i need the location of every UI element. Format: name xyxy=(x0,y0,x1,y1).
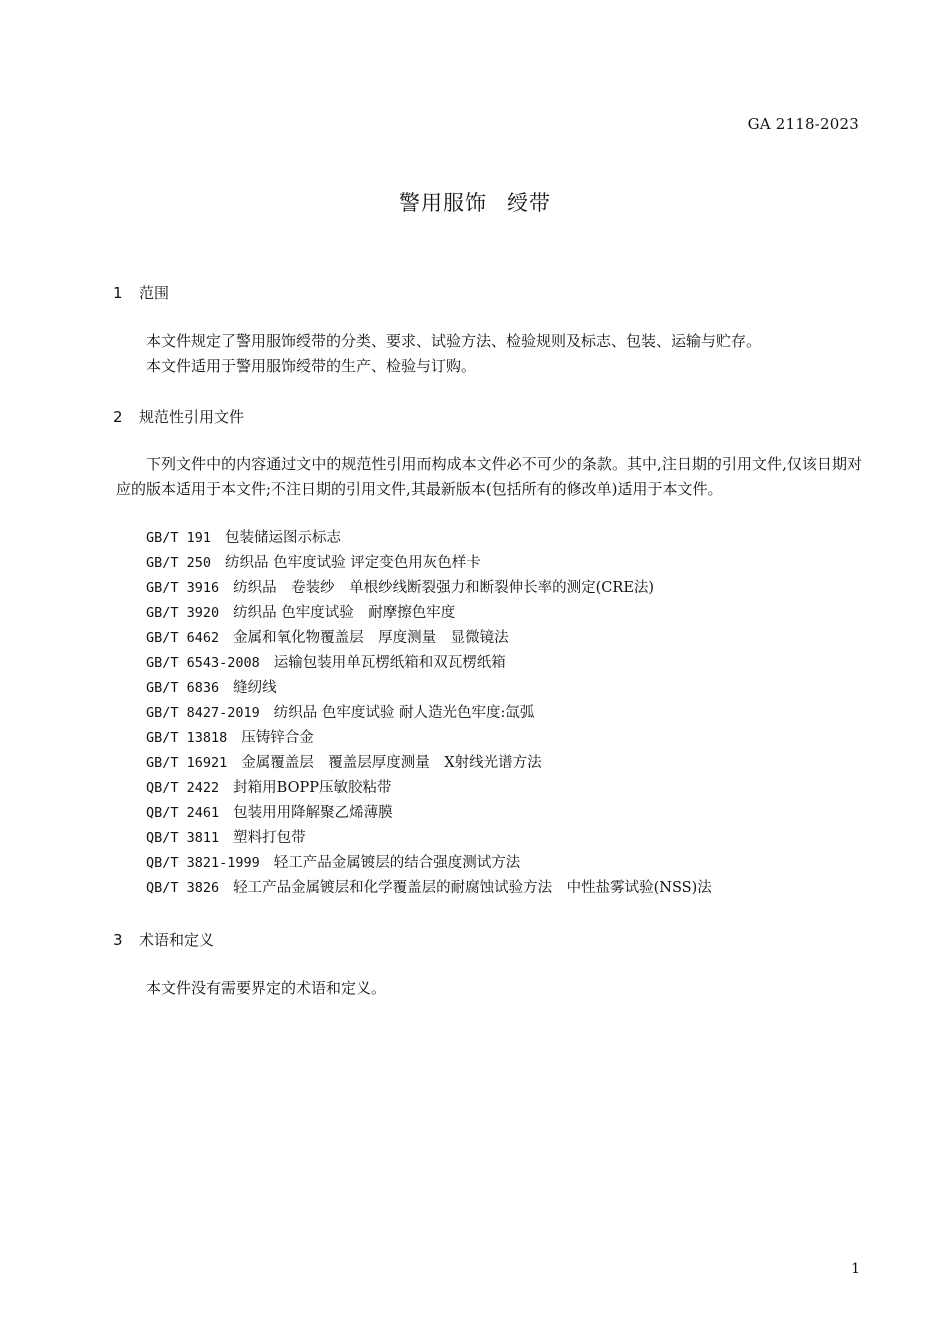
reference-title: 轻工产品金属镀层和化学覆盖层的耐腐蚀试验方法 中性盐雾试验(NSS)法 xyxy=(233,880,712,896)
reference-code: QB/T 2461 xyxy=(146,805,220,821)
reference-title: 金属覆盖层 覆盖层厚度测量 X射线光谱方法 xyxy=(241,755,542,771)
list-item xyxy=(146,551,712,576)
section-1-heading xyxy=(113,282,169,303)
reference-title: 纺织品 色牢度试验 耐人造光色牢度:氙弧 xyxy=(273,705,535,721)
list-item xyxy=(146,851,712,876)
reference-title: 包装用用降解聚乙烯薄膜 xyxy=(233,805,393,821)
section-title: 范围 xyxy=(139,284,170,302)
list-item xyxy=(146,676,712,701)
list-item xyxy=(146,576,712,601)
reference-title: 包装储运图示标志 xyxy=(225,530,342,546)
section-title: 规范性引用文件 xyxy=(139,408,245,426)
section-3-heading xyxy=(113,929,214,950)
reference-title: 压铸锌合金 xyxy=(241,730,314,746)
list-item xyxy=(146,626,712,651)
reference-code: QB/T 2422 xyxy=(146,780,220,796)
scope-paragraph-1: 本文件规定了警用服饰绶带的分类、要求、试验方法、检验规则及标志、包装、运输与贮存。 xyxy=(146,332,762,350)
reference-title: 金属和氧化物覆盖层 厚度测量 显微镜法 xyxy=(233,630,509,646)
list-item xyxy=(146,701,712,726)
reference-code: GB/T 6462 xyxy=(146,630,220,646)
list-item xyxy=(146,601,712,626)
list-item xyxy=(146,776,712,801)
normative-references-intro: 下列文件中的内容通过文中的规范性引用而构成本文件必不可少的条款。其中,注日期的引用文件,仅该日期对应的版本适用于本文件;不注日期的引用文件,其最新版本(包括所有的修改单)适用于本文件。 xyxy=(116,455,862,498)
reference-code: GB/T 3916 xyxy=(146,580,220,596)
document-title xyxy=(0,187,950,217)
reference-title: 封箱用BOPP压敏胶粘带 xyxy=(233,780,392,796)
list-item xyxy=(146,651,712,676)
reference-title: 缝纫线 xyxy=(233,680,277,696)
terms-paragraph: 本文件没有需要界定的术语和定义。 xyxy=(146,979,387,997)
page-number: 1 xyxy=(851,1261,860,1277)
list-item xyxy=(146,801,712,826)
reference-title: 纺织品 卷装纱 单根纱线断裂强力和断裂伸长率的测定(CRE法) xyxy=(233,580,655,596)
reference-code: GB/T 8427-2019 xyxy=(146,705,260,721)
reference-title: 纺织品 色牢度试验 评定变色用灰色样卡 xyxy=(225,555,481,571)
list-item xyxy=(146,526,712,551)
reference-code: GB/T 250 xyxy=(146,555,212,571)
reference-code: GB/T 3920 xyxy=(146,605,220,621)
reference-code: GB/T 6543-2008 xyxy=(146,655,260,671)
list-item xyxy=(146,876,712,901)
standard-code: GA 2118-2023 xyxy=(747,115,859,133)
reference-code: GB/T 6836 xyxy=(146,680,220,696)
reference-code: QB/T 3821-1999 xyxy=(146,855,260,871)
section-number: 3 xyxy=(113,931,123,949)
list-item xyxy=(146,826,712,851)
list-item xyxy=(146,751,712,776)
list-item xyxy=(146,726,712,751)
document-title-main: 警用服饰 xyxy=(399,191,487,215)
section-2-heading xyxy=(113,406,244,427)
reference-list xyxy=(146,526,712,901)
reference-code: GB/T 191 xyxy=(146,530,212,546)
reference-title: 轻工产品金属镀层的结合强度测试方法 xyxy=(273,855,521,871)
section-title: 术语和定义 xyxy=(139,931,215,949)
scope-paragraph-2: 本文件适用于警用服饰绶带的生产、检验与订购。 xyxy=(146,357,477,375)
document-title-sub: 绶带 xyxy=(507,191,551,215)
section-number: 1 xyxy=(113,284,123,302)
reference-code: GB/T 13818 xyxy=(146,730,228,746)
reference-code: GB/T 16921 xyxy=(146,755,228,771)
reference-code: QB/T 3826 xyxy=(146,880,220,896)
reference-code: QB/T 3811 xyxy=(146,830,220,846)
reference-title: 塑料打包带 xyxy=(233,830,306,846)
section-number: 2 xyxy=(113,408,123,426)
reference-title: 运输包装用单瓦楞纸箱和双瓦楞纸箱 xyxy=(273,655,506,671)
reference-title: 纺织品 色牢度试验 耐摩擦色牢度 xyxy=(233,605,456,621)
